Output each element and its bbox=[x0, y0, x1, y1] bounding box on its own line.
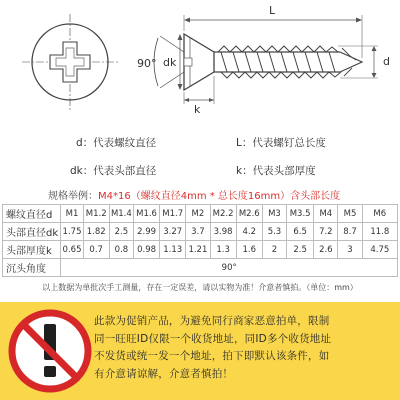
table-cell: M6 bbox=[362, 205, 397, 223]
spec-example-detail: （螺纹直径4mm * 总长度16mm） bbox=[130, 191, 291, 202]
angle-label: 90° bbox=[137, 57, 157, 70]
table-cell: 6.5 bbox=[287, 223, 314, 241]
banner-line-4: 有介意请谅解，介意者慎拍！ bbox=[94, 367, 234, 380]
banner-line-1: 此款为促销产品，为避免同行商家恶意拍单，限制 bbox=[94, 315, 330, 327]
table-cell: 1.75 bbox=[61, 223, 83, 241]
table-row bbox=[3, 205, 398, 223]
table-cell: M5 bbox=[338, 205, 362, 223]
table-cell: 3.98 bbox=[210, 223, 236, 241]
table-cell: 3.27 bbox=[160, 223, 186, 241]
table-cell: 0.98 bbox=[133, 241, 159, 259]
table-cell: 2.6 bbox=[314, 241, 338, 259]
spec-example-suffix: 含头部长度 bbox=[290, 191, 341, 202]
spec-example-spec: M4*16 bbox=[98, 191, 131, 202]
table-cell: 0.8 bbox=[109, 241, 133, 259]
screw-side-view bbox=[154, 15, 378, 104]
countersink-angle-value: 90° bbox=[61, 259, 398, 277]
spec-table-body bbox=[3, 205, 398, 277]
screw-head-top-view bbox=[22, 14, 118, 110]
row-header: 头部厚度k bbox=[3, 241, 61, 259]
table-cell: 3 bbox=[338, 241, 362, 259]
table-cell: 1.82 bbox=[83, 223, 109, 241]
table-cell: 11.8 bbox=[362, 223, 397, 241]
table-cell: 1.3 bbox=[210, 241, 236, 259]
table-cell: M2.2 bbox=[210, 205, 236, 223]
spec-example bbox=[48, 192, 340, 202]
table-cell: 4.75 bbox=[362, 241, 397, 259]
table-cell: 2.5 bbox=[287, 241, 314, 259]
table-row bbox=[3, 223, 398, 241]
table-cell: M1.2 bbox=[83, 205, 109, 223]
promo-warning-banner bbox=[0, 302, 400, 400]
banner-line-3: 不发货或统一发一个地址，拍下即默认该条件，如 bbox=[94, 350, 330, 362]
legend-d: d：代表螺纹直径 bbox=[76, 137, 157, 149]
table-cell: 1.13 bbox=[160, 241, 186, 259]
table-cell: M4 bbox=[314, 205, 338, 223]
row-header: 沉头角度 bbox=[3, 259, 61, 277]
measurement-note: 以上数据为单批次手工测量，存在一定误差，请以实物为准！介意者慎拍。（单位：mm） bbox=[42, 283, 358, 292]
table-cell: M1.7 bbox=[160, 205, 186, 223]
d-label: d bbox=[383, 55, 390, 68]
table-cell: M3 bbox=[262, 205, 286, 223]
k-label: k bbox=[194, 103, 201, 116]
spec-example-prefix: 规格举例： bbox=[48, 191, 98, 202]
table-cell: 1.21 bbox=[186, 241, 210, 259]
row-header: 头部直径dk bbox=[3, 223, 61, 241]
table-cell: 8.7 bbox=[338, 223, 362, 241]
row-header: 螺纹直径d bbox=[3, 205, 61, 223]
table-cell: M2 bbox=[186, 205, 210, 223]
table-row bbox=[3, 259, 398, 277]
banner-message bbox=[94, 313, 394, 383]
table-cell: 2 bbox=[262, 241, 286, 259]
table-cell: M2.6 bbox=[236, 205, 262, 223]
screw-diagram bbox=[0, 0, 400, 128]
table-row bbox=[3, 241, 398, 259]
table-cell: M1.6 bbox=[133, 205, 159, 223]
table-cell: 1.6 bbox=[236, 241, 262, 259]
table-cell: 0.7 bbox=[83, 241, 109, 259]
legend-k: k：代表头部厚度 bbox=[236, 165, 316, 177]
table-cell: 7.2 bbox=[314, 223, 338, 241]
legend-dk: dk：代表头部直径 bbox=[70, 165, 157, 177]
table-cell: 3.7 bbox=[186, 223, 210, 241]
table-cell: 2.5 bbox=[109, 223, 133, 241]
table-cell: 5.3 bbox=[262, 223, 286, 241]
L-label: L bbox=[269, 4, 276, 17]
dk-label: dk bbox=[163, 56, 177, 69]
table-cell: 2.99 bbox=[133, 223, 159, 241]
table-cell: M1.4 bbox=[109, 205, 133, 223]
legend-L: L：代表螺钉总长度 bbox=[236, 137, 326, 149]
table-cell: 0.65 bbox=[61, 241, 83, 259]
spec-table bbox=[2, 204, 398, 277]
table-cell: 4.2 bbox=[236, 223, 262, 241]
no-exclamation-icon bbox=[5, 306, 95, 396]
table-cell: M1 bbox=[61, 205, 83, 223]
banner-line-2: 同一旺旺ID仅限一个收货地址，同ID多个收货地址 bbox=[94, 332, 332, 345]
table-cell: M3.5 bbox=[287, 205, 314, 223]
